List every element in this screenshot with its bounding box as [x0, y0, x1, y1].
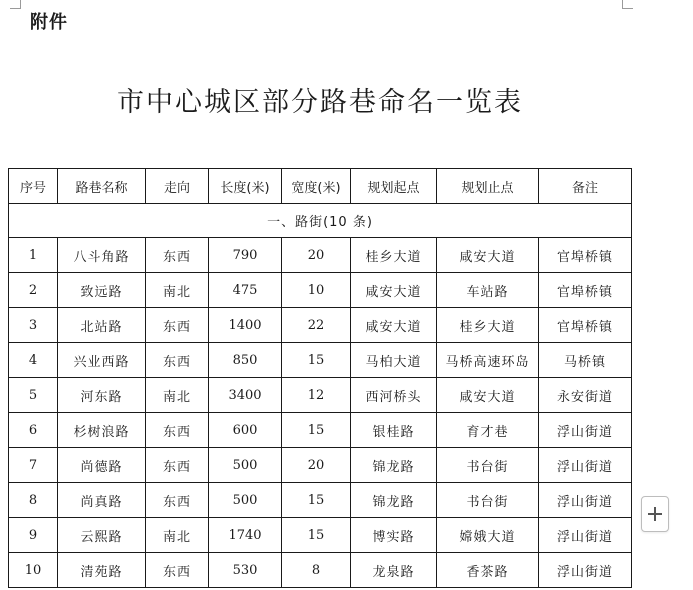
table-row: [9, 273, 632, 308]
width-cell: 15: [282, 413, 351, 448]
page-corner-mark-right: [622, 0, 633, 9]
row-index-cell: 5: [9, 378, 58, 413]
end-point-cell: 咸安大道: [437, 238, 539, 273]
end-point-cell: 嫦娥大道: [437, 518, 539, 553]
table-row: [9, 518, 632, 553]
row-index-cell: 6: [9, 413, 58, 448]
width-cell: 15: [282, 343, 351, 378]
width-cell: 10: [282, 273, 351, 308]
length-cell: 600: [209, 413, 282, 448]
add-button[interactable]: [641, 496, 669, 532]
road-name-cell: 尚德路: [58, 448, 146, 483]
table-row: [9, 413, 632, 448]
direction-cell: 东西: [146, 343, 209, 378]
table-row: [9, 378, 632, 413]
row-index-cell: 2: [9, 273, 58, 308]
start-point-cell: 锦龙路: [351, 483, 437, 518]
header-cell-road-name: 路巷名称: [58, 169, 146, 204]
header-cell-start-point: 规划起点: [351, 169, 437, 204]
length-cell: 850: [209, 343, 282, 378]
length-cell: 500: [209, 448, 282, 483]
length-cell: 530: [209, 553, 282, 588]
direction-cell: 东西: [146, 553, 209, 588]
end-point-cell: 育才巷: [437, 413, 539, 448]
length-cell: 1740: [209, 518, 282, 553]
start-point-cell: 锦龙路: [351, 448, 437, 483]
header-cell-length: 长度(米): [209, 169, 282, 204]
direction-cell: 东西: [146, 238, 209, 273]
table-row: [9, 483, 632, 518]
width-cell: 15: [282, 483, 351, 518]
width-cell: 12: [282, 378, 351, 413]
table-row: [9, 238, 632, 273]
width-cell: 8: [282, 553, 351, 588]
table-row: [9, 308, 632, 343]
header-cell-end-point: 规划止点: [437, 169, 539, 204]
remarks-cell: 官埠桥镇: [539, 238, 632, 273]
table-row: [9, 343, 632, 378]
start-point-cell: 马柏大道: [351, 343, 437, 378]
road-name-cell: 兴业西路: [58, 343, 146, 378]
start-point-cell: 桂乡大道: [351, 238, 437, 273]
end-point-cell: 香茶路: [437, 553, 539, 588]
section-heading: 一、路街(10 条): [9, 204, 632, 238]
end-point-cell: 咸安大道: [437, 378, 539, 413]
length-cell: 3400: [209, 378, 282, 413]
start-point-cell: 龙泉路: [351, 553, 437, 588]
row-index-cell: 7: [9, 448, 58, 483]
road-name-cell: 杉树浪路: [58, 413, 146, 448]
row-index-cell: 9: [9, 518, 58, 553]
start-point-cell: 咸安大道: [351, 273, 437, 308]
plus-icon: [648, 507, 662, 521]
direction-cell: 东西: [146, 308, 209, 343]
end-point-cell: 书台街: [437, 483, 539, 518]
width-cell: 15: [282, 518, 351, 553]
direction-cell: 东西: [146, 448, 209, 483]
direction-cell: 南北: [146, 518, 209, 553]
table-row: [9, 448, 632, 483]
end-point-cell: 桂乡大道: [437, 308, 539, 343]
remarks-cell: 官埠桥镇: [539, 308, 632, 343]
remarks-cell: 官埠桥镇: [539, 273, 632, 308]
end-point-cell: 书台街: [437, 448, 539, 483]
length-cell: 500: [209, 483, 282, 518]
document-title: 市中心城区部分路巷命名一览表: [117, 87, 523, 118]
remarks-cell: 浮山街道: [539, 483, 632, 518]
row-index-cell: 1: [9, 238, 58, 273]
length-cell: 475: [209, 273, 282, 308]
road-naming-table: [8, 168, 632, 588]
start-point-cell: 咸安大道: [351, 308, 437, 343]
road-name-cell: 八斗角路: [58, 238, 146, 273]
start-point-cell: 西河桥头: [351, 378, 437, 413]
road-name-cell: 致远路: [58, 273, 146, 308]
remarks-cell: 马桥镇: [539, 343, 632, 378]
row-index-cell: 10: [9, 553, 58, 588]
direction-cell: 南北: [146, 273, 209, 308]
row-index-cell: 3: [9, 308, 58, 343]
page-corner-mark-left: [10, 0, 21, 9]
row-index-cell: 4: [9, 343, 58, 378]
header-cell-direction: 走向: [146, 169, 209, 204]
attachment-label: 附件: [30, 12, 68, 33]
end-point-cell: 车站路: [437, 273, 539, 308]
road-name-cell: 河东路: [58, 378, 146, 413]
remarks-cell: 浮山街道: [539, 448, 632, 483]
end-point-cell: 马桥高速环岛: [437, 343, 539, 378]
section-heading-row: [9, 204, 632, 238]
start-point-cell: 银桂路: [351, 413, 437, 448]
remarks-cell: 浮山街道: [539, 553, 632, 588]
row-index-cell: 8: [9, 483, 58, 518]
length-cell: 1400: [209, 308, 282, 343]
remarks-cell: 浮山街道: [539, 413, 632, 448]
start-point-cell: 博实路: [351, 518, 437, 553]
table-header-row: [9, 169, 632, 204]
width-cell: 22: [282, 308, 351, 343]
road-name-cell: 清苑路: [58, 553, 146, 588]
remarks-cell: 浮山街道: [539, 518, 632, 553]
table-row: [9, 553, 632, 588]
width-cell: 20: [282, 448, 351, 483]
direction-cell: 东西: [146, 483, 209, 518]
road-name-cell: 尚真路: [58, 483, 146, 518]
remarks-cell: 永安街道: [539, 378, 632, 413]
header-cell-width: 宽度(米): [282, 169, 351, 204]
header-cell-remarks: 备注: [539, 169, 632, 204]
road-name-cell: 北站路: [58, 308, 146, 343]
direction-cell: 南北: [146, 378, 209, 413]
width-cell: 20: [282, 238, 351, 273]
road-name-cell: 云熙路: [58, 518, 146, 553]
direction-cell: 东西: [146, 413, 209, 448]
length-cell: 790: [209, 238, 282, 273]
header-cell-index: 序号: [9, 169, 58, 204]
